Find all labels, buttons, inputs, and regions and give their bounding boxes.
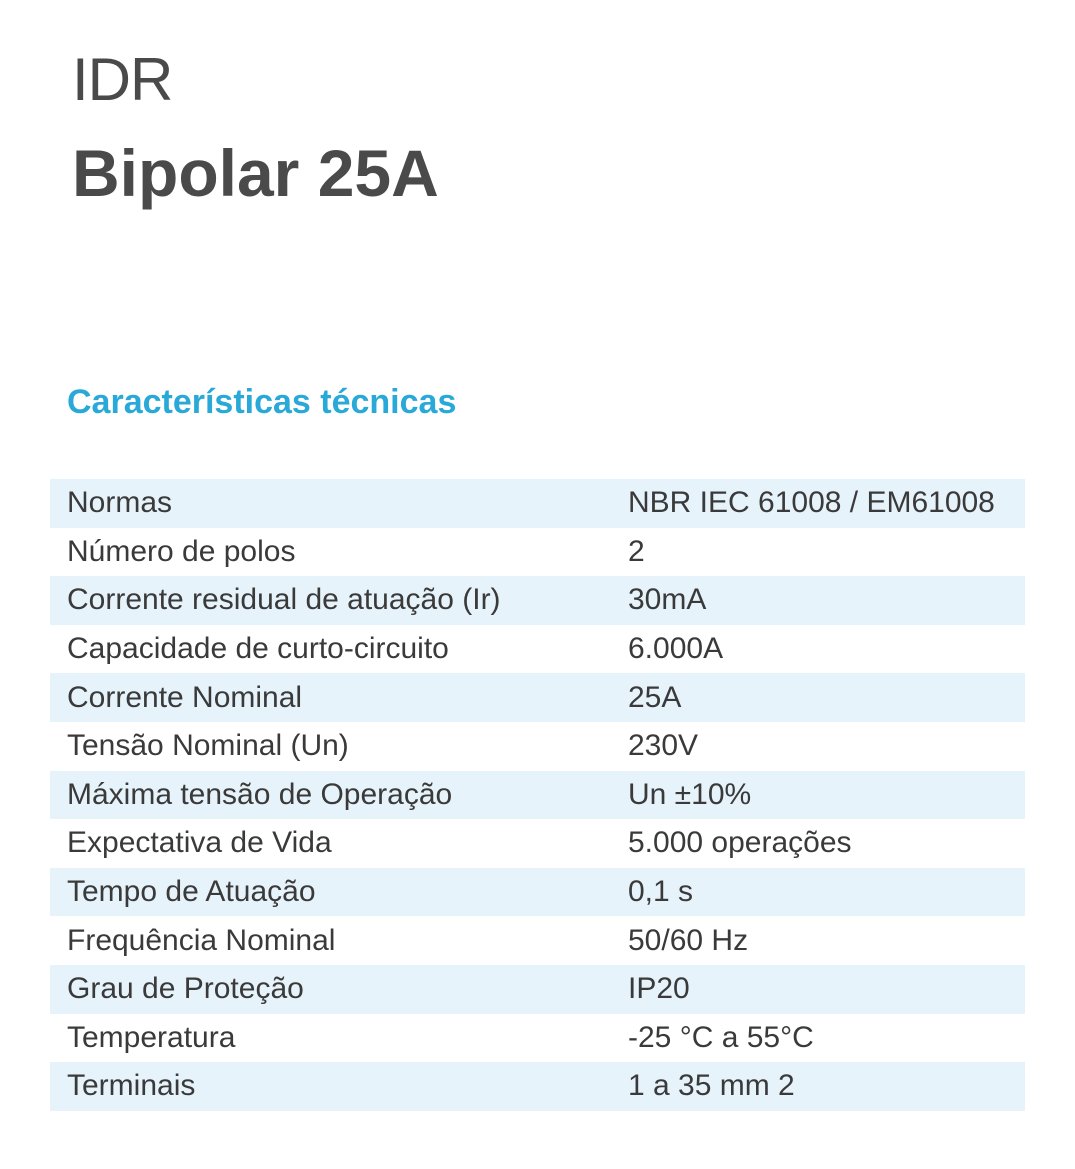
spec-row-numero-de-polos: [50, 528, 1025, 577]
spec-value: 1 a 35 mm 2: [628, 1069, 795, 1103]
spec-label: Terminais: [67, 1069, 196, 1103]
spec-row-corrente-nominal: [50, 673, 1025, 722]
spec-value: 230V: [628, 729, 699, 763]
spec-label: Tensão Nominal (Un): [67, 729, 349, 763]
spec-value: 25A: [628, 680, 682, 714]
spec-row-maxima-tensao: [50, 771, 1025, 820]
spec-label: Grau de Proteção: [67, 972, 304, 1006]
spec-row-capacidade-curto-circuito: [50, 625, 1025, 674]
spec-row-tensao-nominal: [50, 722, 1025, 771]
product-model-title: Bipolar 25A: [72, 136, 439, 210]
spec-row-grau-de-protecao: [50, 965, 1025, 1014]
spec-label: Corrente residual de atuação (Ir): [67, 583, 501, 617]
spec-value: 2: [628, 534, 645, 568]
spec-row-corrente-residual: [50, 576, 1025, 625]
spec-label: Expectativa de Vida: [67, 826, 332, 860]
spec-label: Número de polos: [67, 534, 296, 568]
spec-row-expectativa-de-vida: [50, 819, 1025, 868]
spec-value: -25 °C a 55°C: [628, 1020, 814, 1054]
spec-value: Un ±10%: [628, 777, 752, 811]
spec-row-frequencia-nominal: [50, 916, 1025, 965]
spec-value: NBR IEC 61008 / EM61008: [628, 486, 995, 520]
specs-table: [50, 479, 1025, 1111]
spec-label: Capacidade de curto-circuito: [67, 632, 449, 666]
spec-label: Tempo de Atuação: [67, 875, 316, 909]
spec-row-tempo-de-atuacao: [50, 868, 1025, 917]
spec-row-normas: [50, 479, 1025, 528]
spec-value: 0,1 s: [628, 875, 694, 909]
spec-value: IP20: [628, 972, 690, 1006]
spec-value: 5.000 operações: [628, 826, 852, 860]
spec-value: 6.000A: [628, 632, 724, 666]
technical-specs-heading: Características técnicas: [67, 383, 457, 421]
spec-label: Normas: [67, 486, 173, 520]
spec-row-terminais: [50, 1062, 1025, 1111]
product-type-title: IDR: [72, 46, 173, 113]
spec-row-temperatura: [50, 1014, 1025, 1063]
spec-label: Máxima tensão de Operação: [67, 777, 453, 811]
spec-label: Frequência Nominal: [67, 923, 336, 957]
spec-value: 30mA: [628, 583, 707, 617]
spec-label: Temperatura: [67, 1020, 236, 1054]
spec-value: 50/60 Hz: [628, 923, 749, 957]
spec-label: Corrente Nominal: [67, 680, 303, 714]
